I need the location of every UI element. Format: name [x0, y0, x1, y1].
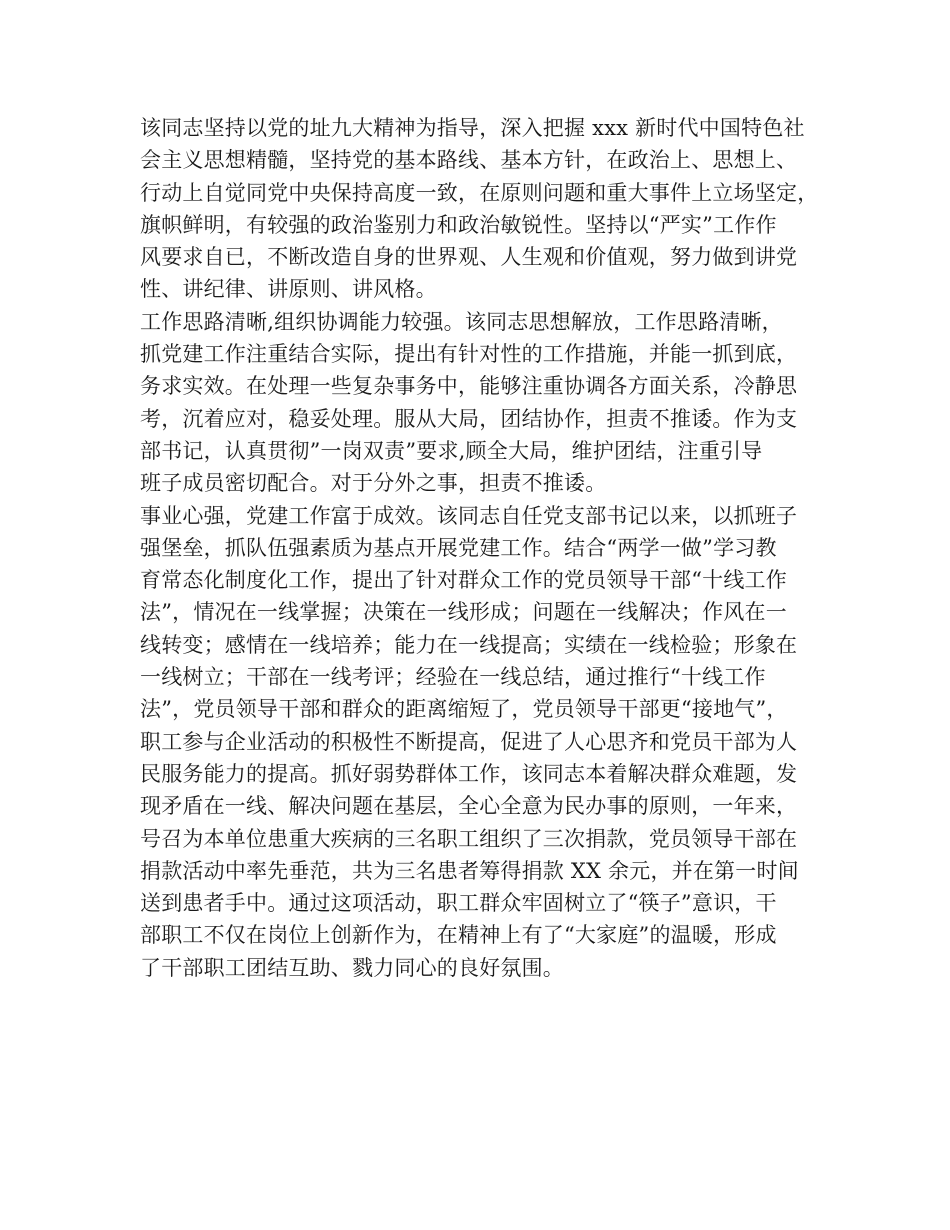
text-line: 班子成员密切配合。对于分外之事，担责不推诿。 [140, 471, 607, 496]
text-line: 抓党建工作注重结合实际，提出有针对性的工作措施，并能一抓到底， [140, 342, 798, 367]
text-line: 考，沉着应对，稳妥处理。服从大局，团结协作，担责不推诿。作为支 [140, 406, 798, 431]
text-line: 风要求自已，不断改造自身的世界观、人生观和价值观，努力做到讲党 [140, 245, 798, 270]
text-line: 捐款活动中率先垂范，共为三名患者筹得捐款 XX 余元，并在第一时间 [140, 858, 799, 883]
text-line: 部职工不仅在岗位上创新作为，在精神上有了“大家庭”的温暖，形成 [140, 923, 777, 948]
text-line: 行动上自觉同党中央保持高度一致，在原则问题和重大事件上立场坚定， [140, 180, 819, 205]
text-line: 该同志坚持以党的址九大精神为指导，深入把握 xxx 新时代中国特色社 [140, 116, 805, 140]
text-line: 事业心强，党建工作富于成效。该同志自任党支部书记以来，以抓班子 [140, 503, 798, 528]
text-line: 务求实效。在处理一些复杂事务中，能够注重协调各方面关系，冷静思 [140, 374, 798, 399]
text-line: 部书记，认真贯彻”一岗双责”要求,顾全大局，维护团结，注重引导 [140, 438, 763, 463]
text-line: 强堡垒，抓队伍强素质为基点开展党建工作。结合“两学一做”学习教 [140, 535, 777, 560]
text-line: 旗帜鲜明，有较强的政治鉴别力和政治敏锐性。坚持以“严实”工作作 [140, 212, 777, 237]
text-line: 职工参与企业活动的积极性不断提高，促进了人心思齐和党员干部为人 [140, 729, 798, 754]
text-line: 现矛盾在一线、解决问题在基层，全心全意为民办事的原则，一年来， [140, 794, 798, 819]
text-line: 育常态化制度化工作，提出了针对群众工作的党员领导干部“十线工作 [140, 568, 787, 593]
text-line: 送到患者手中。通过这项活动，职工群众牢固树立了“筷子”意识，干 [140, 891, 777, 916]
text-line: 性、讲纪律、讲原则、讲风格。 [140, 277, 437, 302]
text-line: 法”，情况在一线掌握；决策在一线形成；问题在一线解决；作风在一 [140, 600, 787, 625]
document-body [140, 112, 830, 984]
text-line: 线转变；感情在一线培养；能力在一线提高；实绩在一线检验；形象在 [140, 632, 798, 657]
text-line: 号召为本单位患重大疾病的三名职工组织了三次捐款，党员领导干部在 [140, 826, 798, 851]
text-line: 了干部职工团结互助、戮力同心的良好氛围。 [140, 955, 564, 980]
text-line: 民服务能力的提高。抓好弱势群体工作，该同志本着解决群众难题，发 [140, 761, 798, 786]
text-line: 会主义思想精髓，坚持党的基本路线、基本方针，在政治上、思想上、 [140, 148, 798, 173]
text-line: 一线树立；干部在一线考评；经验在一线总结，通过推行“十线工作 [140, 665, 766, 690]
text-line: 工作思路清晰,组织协调能力较强。该同志思想解放，工作思路清晰， [140, 309, 783, 334]
text-line: 法”，党员领导干部和群众的距离缩短了，党员领导干部更“接地气”， [140, 697, 788, 722]
